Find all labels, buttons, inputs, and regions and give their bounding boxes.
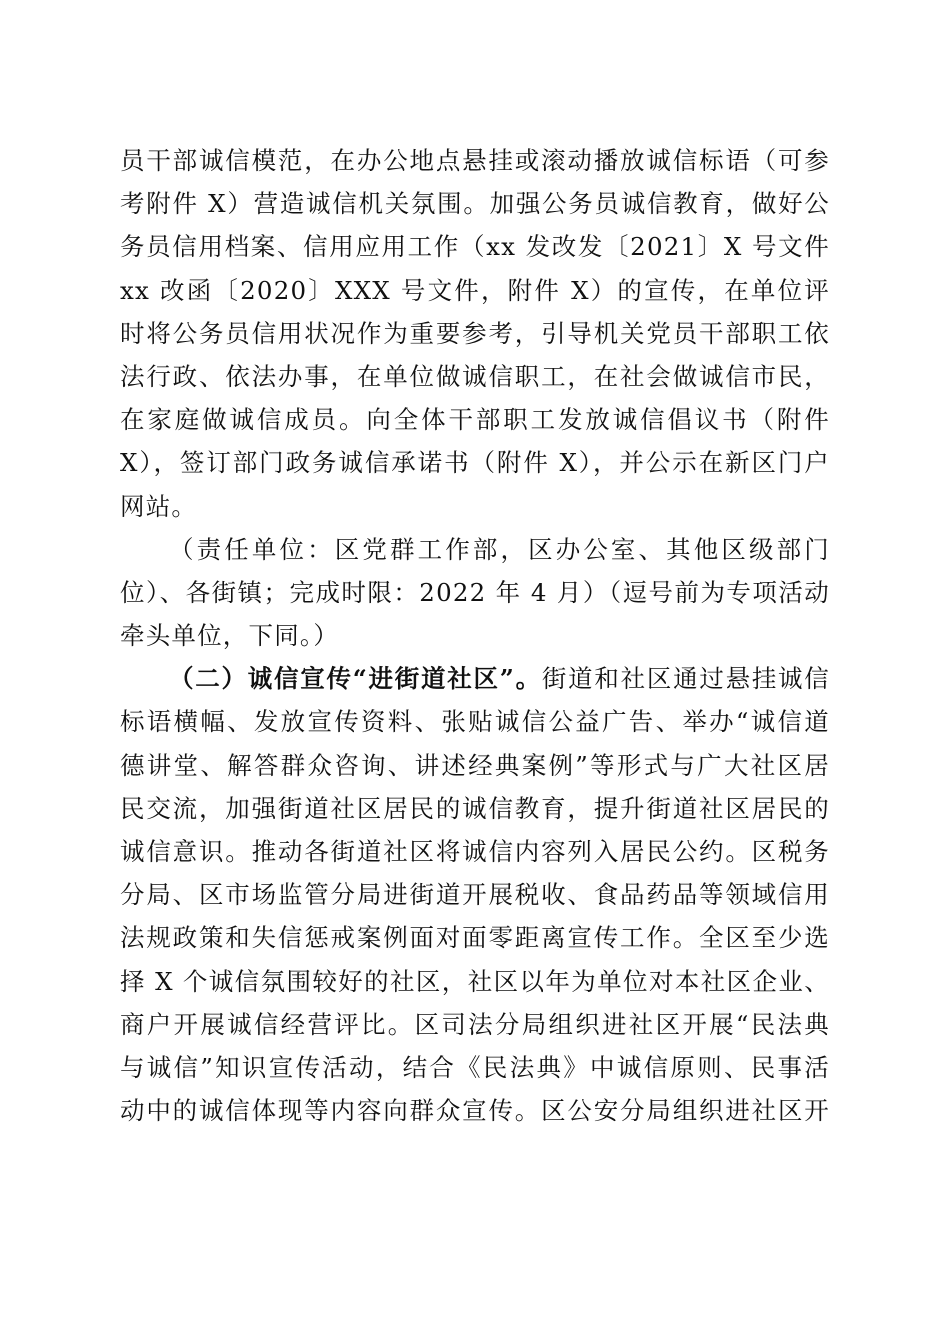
text-line: 法规政策和失信惩戒案例面对面零距离宣传工作。全区至少选 xyxy=(120,923,830,953)
text-line: 择 X 个诚信氛围较好的社区，社区以年为单位对本社区企业、 xyxy=(120,966,830,996)
text-line: 法行政、依法办事，在单位做诚信职工，在社会做诚信市民， xyxy=(120,361,830,391)
paragraph-3 xyxy=(120,657,830,1132)
text-line: 民交流，加强街道社区居民的诚信教育，提升街道社区居民的 xyxy=(120,793,830,823)
text-line: 分局、区市场监管分局进街道开展税收、食品药品等领域信用 xyxy=(120,880,830,910)
text-line: 考附件 X）营造诚信机关氛围。加强公务员诚信教育，做好公 xyxy=(120,189,830,219)
text-line: 德讲堂、解答群众咨询、讲述经典案例”等形式与广大社区居 xyxy=(120,750,830,780)
text-line: （责任单位：区党群工作部，区办公室、其他区级部门 xyxy=(169,534,830,564)
text-line: 务员信用档案、信用应用工作（xx 发改发〔2021〕X 号文件 xyxy=(120,232,830,262)
text-line: 诚信意识。推动各街道社区将诚信内容列入居民公约。区税务 xyxy=(120,837,830,866)
text-line: 员干部诚信模范，在办公地点悬挂或滚动播放诚信标语（可参 xyxy=(120,146,830,175)
text-line: 商户开展诚信经营评比。区司法分局组织进社区开展“民法典 xyxy=(120,1009,830,1039)
text-line: 动中的诚信体现等内容向群众宣传。区公安分局组织进社区开 xyxy=(120,1096,830,1126)
paragraph-2 xyxy=(120,528,830,658)
text-line: 网站。 xyxy=(120,491,198,521)
text-line: 时将公务员信用状况作为重要参考，引导机关党员干部职工依 xyxy=(120,318,830,348)
text-line xyxy=(120,657,830,700)
text-line: 标语横幅、发放宣传资料、张贴诚信公益广告、举办“诚信道 xyxy=(120,707,830,737)
paragraph-1 xyxy=(120,139,830,528)
text-line: 与诚信”知识宣传活动，结合《民法典》中诚信原则、民事活 xyxy=(120,1052,830,1082)
text-line: 牵头单位，下同。） xyxy=(120,621,340,651)
section-heading: （二）诚信宣传“进街道社区”。 xyxy=(169,664,542,694)
text-line: xx 改函〔2020〕XXX 号文件，附件 X）的宣传，在单位评 xyxy=(120,275,830,305)
text-line: X），签订部门政务诚信承诺书（附件 X），并公示在新区门户 xyxy=(120,448,830,478)
text-line: 位）、各街镇；完成时限：2022 年 4 月）（逗号前为专项活动 xyxy=(120,577,830,607)
text-run: 街道和社区通过悬挂诚信 xyxy=(541,664,830,694)
document-body xyxy=(120,139,830,1132)
text-line: 在家庭做诚信成员。向全体干部职工发放诚信倡议书（附件 xyxy=(120,405,830,435)
